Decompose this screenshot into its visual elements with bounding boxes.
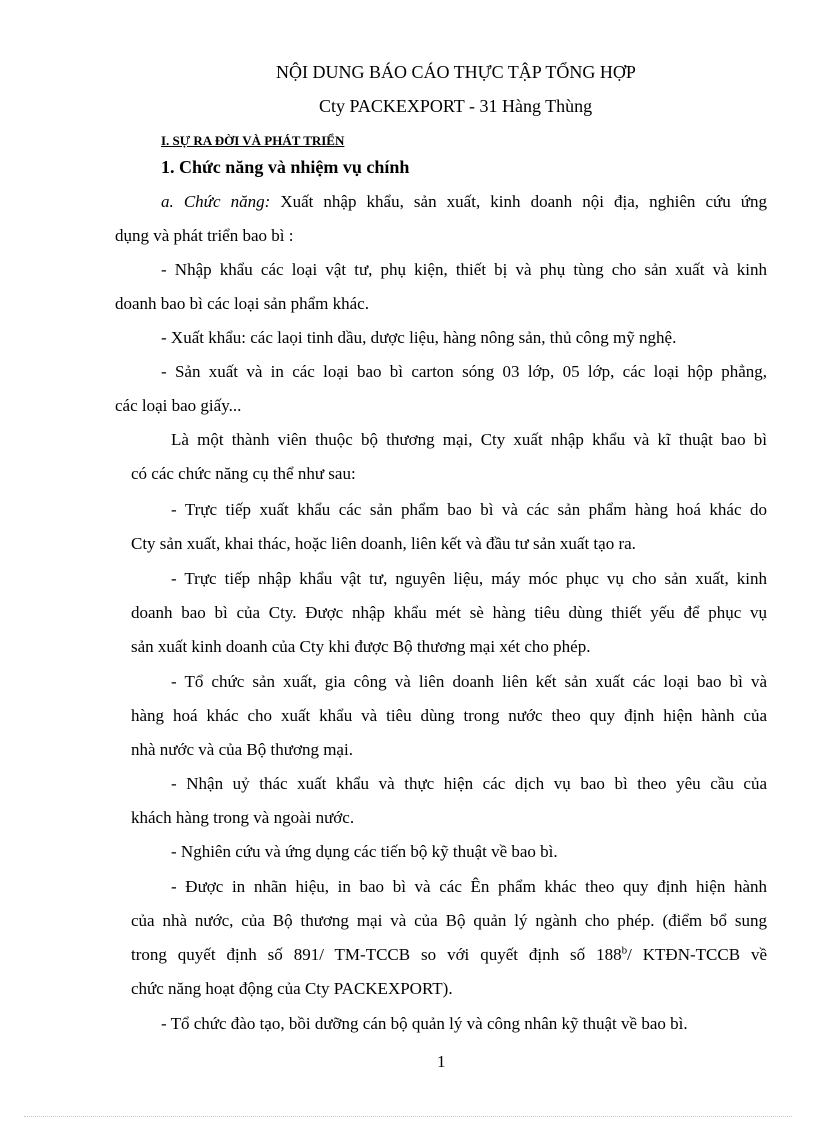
paragraph-line: Cty sản xuất, khai thác, hoặc liên doanh, liên kết và đầu tư sản xuất tạo ra.	[131, 534, 636, 553]
paragraph-line: - Xuất khẩu: các laọi tinh dầu, dược liệu, hàng nông sản, thủ công mỹ nghệ.	[161, 328, 677, 347]
paragraph-line: có các chức năng cụ thể như sau:	[131, 464, 356, 483]
document-title: NỘI DUNG BÁO CÁO THỰC TẬP TỔNG HỢP	[276, 62, 636, 82]
paragraph-line: a. Chức năng: Xuất nhập khẩu, sản xuất, kinh doanh nội địa, nghiên cứu ứng	[161, 192, 767, 211]
paragraph-line: - Trực tiếp xuất khẩu các sản phẩm bao bì và các sản phẩm hàng hoá khác do	[171, 500, 767, 519]
paragraph-line: Là một thành viên thuộc bộ thương mại, Cty xuất nhập khẩu và kĩ thuật bao bì	[171, 430, 767, 449]
paragraph-line: nhà nước và của Bộ thương mại.	[131, 740, 353, 759]
function-label: a. Chức năng:	[161, 192, 271, 211]
paragraph-line: trong quyết định số 891/ TM-TCCB so với quyết định số 188$^b$/ KTĐN-TCCB về	[131, 944, 768, 964]
paragraph-line: doanh bao bì các loại sản phẩm khác.	[115, 294, 369, 313]
paragraph-line: - Sản xuất và in các loại bao bì carton sóng 03 lớp, 05 lớp, các loại hộp phẳng,	[161, 362, 767, 381]
paragraph-line: các loại bao giấy...	[115, 396, 242, 415]
paragraph-line: - Tổ chức sản xuất, gia công và liên doanh liên kết sản xuất các loại bao bì và	[171, 672, 767, 691]
paragraph-line: hàng hoá khác cho xuất khẩu và tiêu dùng trong nước theo quy định hiện hành của	[131, 706, 767, 725]
paragraph-line: - Tổ chức đào tạo, bồi dưỡng cán bộ quản lý và công nhân kỹ thuật về bao bì.	[161, 1014, 688, 1033]
paragraph-line: chức năng hoạt động của Cty PACKEXPORT).	[131, 979, 453, 998]
paragraph-line: - Nhập khẩu các loại vật tư, phụ kiện, thiết bị và phụ tùng cho sản xuất và kinh	[161, 260, 767, 279]
section-heading: I. SỰ RA ĐỜI VÀ PHÁT TRIỂN	[161, 133, 345, 148]
paragraph-line: dụng và phát triển bao bì :	[115, 226, 294, 245]
superscript: b	[621, 944, 628, 957]
subsection-heading: 1. Chức năng và nhiệm vụ chính	[161, 157, 410, 177]
paragraph-line: - Được in nhãn hiệu, in bao bì và các Ên phẩm khác theo quy định hiện hành	[171, 877, 767, 896]
paragraph-line: của nhà nước, của Bộ thương mại và của Bộ quản lý ngành cho phép. (điểm bổ sung	[131, 911, 767, 930]
page-bottom-rule	[24, 1116, 792, 1117]
paragraph-line: khách hàng trong và ngoài nước.	[131, 808, 355, 827]
document-subtitle: Cty PACKEXPORT - 31 Hàng Thùng	[319, 96, 593, 116]
paragraph-line: - Nhận uỷ thác xuất khẩu và thực hiện các dịch vụ bao bì theo yêu cầu của	[171, 774, 767, 793]
paragraph-line: - Nghiên cứu và ứng dụng các tiến bộ kỹ thuật về bao bì.	[171, 842, 558, 861]
paragraph-line: doanh bao bì của Cty. Được nhập khẩu mét sè hàng tiêu dùng thiết yếu để phục vụ	[131, 603, 767, 622]
page-number: 1	[437, 1052, 446, 1071]
paragraph-line: - Trực tiếp nhập khẩu vật tư, nguyên liệu, máy móc phục vụ cho sản xuất, kinh	[171, 569, 767, 588]
paragraph-line: sản xuất kinh doanh của Cty khi được Bộ thương mại xét cho phép.	[131, 637, 591, 656]
